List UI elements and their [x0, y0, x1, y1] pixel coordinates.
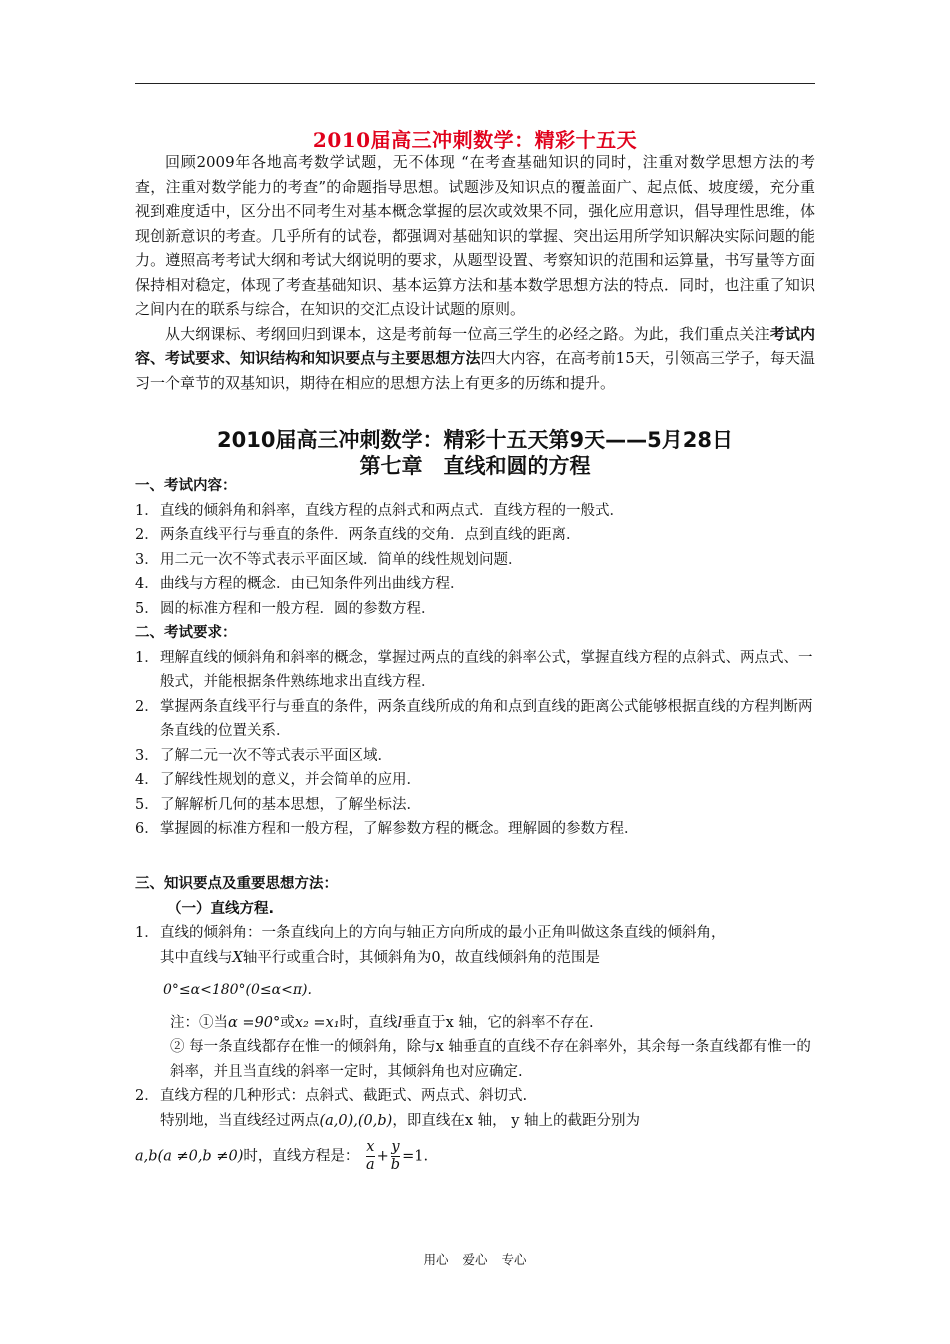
item-text: 理解直线的倾斜角和斜率的概念，掌握过两点的直线的斜率公式，掌握直线方程的点斜式、两点式、一般式，并能根据条件熟练地求出直线方程．	[160, 649, 813, 690]
list-item	[135, 597, 825, 622]
item-number: 4．	[135, 576, 159, 592]
formula-dot: .	[307, 982, 312, 998]
item-text: 掌握圆的标准方程和一般方程，了解参数方程的概念。理解圆的参数方程．	[160, 821, 639, 837]
fraction-y-over-b	[391, 1139, 400, 1174]
list-item	[135, 646, 825, 695]
list-item	[135, 921, 825, 970]
intro-text	[135, 150, 815, 395]
list-item	[135, 768, 825, 793]
list-item	[135, 695, 825, 744]
item-text: 两条直线平行与垂直的条件．两条直线的交角．点到直线的距离．	[160, 527, 581, 543]
item-number: 3．	[135, 551, 159, 568]
text-run: ，即直线在x 轴， y 轴上的截距分别为	[392, 1112, 641, 1129]
denominator: b	[390, 1157, 401, 1173]
math-expr: a,b(a ≠0,b ≠0)	[135, 1148, 244, 1165]
list-item	[135, 817, 825, 842]
math-expr: x₂ =x₁	[294, 1014, 340, 1031]
section-heading: 一、考试内容：	[135, 478, 237, 494]
math-expr: (a,0),(0,b)	[319, 1112, 393, 1129]
math-var: X	[232, 949, 243, 966]
text-run: 时，直线方程是：	[243, 1148, 360, 1165]
intro-p2-post: 四大内容，在高考前15天，引领高三学子，每天温习一个章节的双基知识，期待在相应的思想方法上有更多的历练和提升。	[135, 349, 815, 392]
text-run: 直线的倾斜角：一条直线向上的方向与轴正方向所成的最小正角叫做这条直线的倾斜角，	[160, 925, 726, 941]
item-number: 1．	[135, 925, 159, 941]
math-expr: α =90°	[228, 1014, 281, 1031]
text-run: 垂直于x 轴，它的斜率不存在.	[402, 1014, 594, 1031]
item-number: 2．	[135, 698, 159, 715]
text-run: 时，直线	[339, 1014, 398, 1031]
list-item	[135, 572, 825, 597]
day-title: 2010届高三冲刺数学：精彩十五天第9天——5月28日	[217, 428, 733, 452]
text-run: 轴平行或重合时，其倾斜角为0，故直线倾斜角的范围是	[242, 949, 601, 966]
chapter-title: 第七章 直线和圆的方程	[359, 454, 591, 478]
item-number: 1．	[135, 502, 159, 519]
formula-text: 0°≤α<180°(0≤α<π)	[163, 982, 308, 998]
list-item	[135, 499, 825, 524]
item-number: 1．	[135, 649, 159, 666]
header-rule	[135, 83, 815, 84]
intercept-equation-line	[135, 1139, 825, 1174]
page-footer: 用心 爱心 专心	[423, 1252, 527, 1267]
numerator: y	[391, 1139, 400, 1155]
intro-paragraph-2	[135, 322, 815, 396]
intro-p2-bold: 考试内容、考试要求、知识结构和知识要点与主要思想方法	[135, 324, 815, 367]
list-item	[135, 548, 825, 573]
item-text	[160, 921, 825, 970]
item-number: 6．	[135, 821, 159, 837]
text-run: 特别地，当直线经过两点	[160, 1112, 320, 1129]
text-run: 直线方程的几种形式：点斜式、截距式、两点式、斜切式.	[160, 1088, 528, 1104]
item-text: 曲线与方程的概念．由已知条件列出曲线方程．	[160, 576, 465, 592]
series-title: 2010届高三冲刺数学：精彩十五天	[312, 128, 638, 152]
item-text: 掌握两条直线平行与垂直的条件，两条直线所成的角和点到直线的距离公式能够根据直线的方程判断两条直线的位置关系．	[160, 698, 813, 739]
text-run: 注：①当	[170, 1014, 228, 1031]
numerator: x	[366, 1139, 375, 1155]
item-text: 了解线性规划的意义，并会简单的应用．	[160, 772, 421, 788]
section-heading: 二、考试要求：	[135, 625, 237, 641]
item-text: 了解二元一次不等式表示平面区域．	[160, 747, 392, 764]
section-exam-content	[135, 474, 825, 842]
note-1	[135, 1011, 825, 1036]
plus-sign: +	[376, 1148, 389, 1165]
subsection-heading: （一）直线方程.	[167, 900, 275, 917]
item-number: 2．	[135, 527, 159, 543]
intro-p2-pre: 从大纲课标、考纲回归到课本，这是考前每一位高三学生的必经之路。为此，我们重点关注	[165, 324, 770, 343]
item-number: 3．	[135, 747, 159, 764]
item-text: 了解解析几何的基本思想，了解坐标法．	[160, 796, 421, 813]
formula-angle-range	[135, 978, 825, 1003]
note-2: ② 每一条直线都存在惟一的倾斜角，除与x 轴垂直的直线不存在斜率外，其余每一条直线都有惟一的斜率，并且当直线的斜率一定时，其倾斜角也对应确定.	[170, 1039, 811, 1080]
item-number: 2．	[135, 1088, 159, 1104]
item-text	[160, 1084, 825, 1133]
text-run: 或	[280, 1014, 295, 1031]
item-text: 用二元一次不等式表示平面区域．简单的线性规划问题．	[160, 551, 523, 568]
denominator: a	[365, 1157, 375, 1173]
fraction-x-over-a	[366, 1139, 375, 1174]
item-text: 直线的倾斜角和斜率，直线方程的点斜式和两点式．直线方程的一般式．	[160, 502, 624, 519]
section-key-points	[135, 872, 825, 1174]
item-number: 5．	[135, 600, 159, 617]
item-number: 4．	[135, 772, 159, 788]
equation-end: =1.	[402, 1148, 429, 1165]
list-item	[135, 523, 825, 548]
list-item	[135, 1084, 825, 1133]
section-heading: 三、知识要点及重要思想方法：	[135, 876, 338, 892]
text-run: 其中直线与	[160, 949, 233, 966]
list-item	[135, 744, 825, 769]
intro-paragraph-1: 回顾2009年各地高考数学试题，无不体现 “在考查基础知识的同时，注重对数学思想方法的考查，注重对数学能力的考查”的命题指导思想。试题涉及知识点的覆盖面广、起点低、坡度缓，充分重视到难度适中，区分出不同考生对基本概念掌握的层次或效果不同，强化应用意识，倡导理性思维，体现创新意识的考查。几乎所有的试卷，都强调对基础知识的掌握、突出运用所学知识解决实际问题的能力。遵照高考考试大纲和考试大纲说明的要求，从题型设置、考察知识的范围和运算量，书写量等方面保持相对稳定，体现了考查基础知识、基本运算方法和基本数学思想方法的特点．同时，也注重了知识之间内在的联系与综合，在知识的交汇点设计试题的原则。	[135, 153, 815, 318]
item-number: 5．	[135, 796, 159, 813]
list-item	[135, 793, 825, 818]
item-text: 圆的标准方程和一般方程．圆的参数方程．	[160, 600, 436, 617]
math-var: l	[397, 1014, 403, 1031]
